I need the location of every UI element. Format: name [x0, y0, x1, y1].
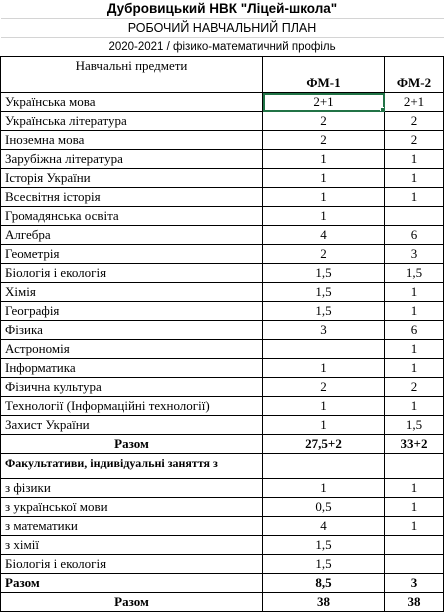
subject-name[interactable]: Інформатика [1, 359, 263, 378]
fm2-value[interactable]: 1,5 [385, 416, 444, 435]
fm2-value[interactable]: 1 [385, 169, 444, 188]
fm2-value[interactable]: 6 [385, 226, 444, 245]
electives-header-row [1, 454, 444, 479]
elective-fm2[interactable]: 1 [385, 498, 444, 517]
total-fm2[interactable]: 33+2 [385, 435, 444, 454]
subject-row [1, 188, 444, 207]
subjects-header[interactable]: Навчальні предмети [1, 57, 263, 93]
elective-fm2[interactable]: 1 [385, 479, 444, 498]
fm2-value[interactable]: 1 [385, 397, 444, 416]
electives-header[interactable]: Факультативи, індивідуальні заняття з [1, 454, 263, 479]
subject-name[interactable]: Всесвітня історія [1, 188, 263, 207]
subject-row [1, 264, 444, 283]
subject-row [1, 207, 444, 226]
total-label[interactable]: Разом [1, 435, 263, 454]
fm2-value[interactable]: 1 [385, 340, 444, 359]
subject-row [1, 321, 444, 340]
elective-name[interactable]: Біологія і екологія [1, 555, 263, 574]
fm1-value[interactable]: 1 [263, 359, 385, 378]
subject-name[interactable]: Громадянська освіта [1, 207, 263, 226]
fm2-value[interactable]: 1 [385, 302, 444, 321]
subject-name[interactable]: Фізика [1, 321, 263, 340]
elective-fm1[interactable]: 0,5 [263, 498, 385, 517]
subject-name[interactable]: Хімія [1, 283, 263, 302]
elective-name[interactable]: з математики [1, 517, 263, 536]
elective-row [1, 517, 444, 536]
elective-row [1, 536, 444, 555]
fm2-value[interactable]: 2 [385, 112, 444, 131]
subject-row [1, 359, 444, 378]
elective-fm1[interactable]: 4 [263, 517, 385, 536]
fm2-value[interactable]: 6 [385, 321, 444, 340]
grand-total-fm2[interactable]: 38 [385, 593, 444, 612]
subject-row [1, 112, 444, 131]
subject-name[interactable]: Історія України [1, 169, 263, 188]
electives-fm1-blank[interactable] [263, 454, 385, 479]
elective-row [1, 555, 444, 574]
fm2-value[interactable]: 1 [385, 150, 444, 169]
subject-name[interactable]: Астрономія [1, 340, 263, 359]
elective-name[interactable]: з фізики [1, 479, 263, 498]
fm1-value[interactable]: 4 [263, 226, 385, 245]
fm2-value[interactable] [385, 207, 444, 226]
subject-name[interactable]: Українська мова [1, 93, 263, 112]
column-header-row-1 [1, 57, 444, 75]
fm2-value[interactable]: 2 [385, 378, 444, 397]
plan-title[interactable]: РОБОЧИЙ НАВЧАЛЬНИЙ ПЛАН [1, 19, 444, 38]
subject-name[interactable]: Захист України [1, 416, 263, 435]
electives-total-fm1[interactable]: 8,5 [263, 574, 385, 593]
subject-row [1, 245, 444, 264]
elective-name[interactable]: з хімії [1, 536, 263, 555]
fm2-value[interactable]: 1,5 [385, 264, 444, 283]
subject-name[interactable]: Алгебра [1, 226, 263, 245]
profile-title[interactable]: 2020-2021 / фізико-математичний профіль [108, 41, 336, 53]
fm1-value[interactable]: 3 [263, 321, 385, 340]
fm1-value[interactable]: 1,5 [263, 302, 385, 321]
fm1-value[interactable]: 1 [263, 397, 385, 416]
fm2-header-blank[interactable] [385, 57, 444, 75]
subject-row [1, 340, 444, 359]
elective-fm1[interactable]: 1,5 [263, 555, 385, 574]
subject-name[interactable]: Геометрія [1, 245, 263, 264]
elective-fm2[interactable] [385, 555, 444, 574]
elective-fm2[interactable] [385, 536, 444, 555]
elective-fm2[interactable]: 1 [385, 517, 444, 536]
profile-row [1, 38, 444, 57]
subject-row [1, 302, 444, 321]
fm2-header[interactable]: ФМ-2 [385, 74, 444, 93]
subject-row [1, 131, 444, 150]
subject-name[interactable]: Іноземна мова [1, 131, 263, 150]
subject-row [1, 416, 444, 435]
elective-row [1, 479, 444, 498]
subject-row [1, 226, 444, 245]
subtitle-row [1, 19, 444, 38]
subject-row [1, 150, 444, 169]
school-title[interactable]: Дубровицький НВК "Ліцей-школа" [1, 0, 444, 19]
fm1-value[interactable]: 1 [263, 150, 385, 169]
subject-row [1, 378, 444, 397]
fm1-value[interactable]: 2+1 [263, 93, 385, 112]
subject-row [1, 93, 444, 112]
elective-row [1, 498, 444, 517]
subject-name[interactable]: Технології (Інформаційні технології) [1, 397, 263, 416]
subject-name[interactable]: Зарубіжна література [1, 150, 263, 169]
fm1-value[interactable]: 2 [263, 378, 385, 397]
fm2-value[interactable]: 1 [385, 359, 444, 378]
fm1-value[interactable]: 1 [263, 188, 385, 207]
fm1-value[interactable]: 1,5 [263, 264, 385, 283]
electives-total-label[interactable]: Разом [1, 574, 263, 593]
fm1-value[interactable]: 1 [263, 416, 385, 435]
elective-fm1[interactable]: 1 [263, 479, 385, 498]
fm1-header[interactable]: ФМ-1 [263, 74, 385, 93]
subject-row [1, 283, 444, 302]
elective-name[interactable]: з української мови [1, 498, 263, 517]
subject-name[interactable]: Українська література [1, 112, 263, 131]
fm2-value[interactable]: 2 [385, 131, 444, 150]
subject-name[interactable]: Біологія і екологія [1, 264, 263, 283]
fm1-value[interactable]: 1 [263, 169, 385, 188]
subject-row [1, 397, 444, 416]
fm2-value[interactable]: 1 [385, 188, 444, 207]
grand-total-label[interactable]: Разом [1, 593, 263, 612]
fm1-value[interactable]: 2 [263, 245, 385, 264]
grand-total-fm1[interactable]: 38 [263, 593, 385, 612]
fm1-value[interactable]: 1 [263, 207, 385, 226]
fm2-value[interactable]: 2+1 [385, 93, 444, 112]
subject-row [1, 169, 444, 188]
fm1-value[interactable]: 2 [263, 112, 385, 131]
fm1-value[interactable]: 2 [263, 131, 385, 150]
total-fm1[interactable]: 27,5+2 [263, 435, 385, 454]
electives-total-row [1, 574, 444, 593]
fm1-value[interactable]: 1,5 [263, 283, 385, 302]
fm2-value[interactable]: 1 [385, 283, 444, 302]
grand-total-row [1, 593, 444, 612]
total-row [1, 435, 444, 454]
elective-fm1[interactable]: 1,5 [263, 536, 385, 555]
fm2-value[interactable]: 3 [385, 245, 444, 264]
subject-name[interactable]: Фізична культура [1, 378, 263, 397]
fm1-header-blank[interactable] [263, 57, 385, 75]
title-row [1, 0, 444, 19]
fm1-value[interactable] [263, 340, 385, 359]
electives-fm2-blank[interactable] [385, 454, 444, 479]
subject-name[interactable]: Географія [1, 302, 263, 321]
electives-total-fm2[interactable]: 3 [385, 574, 444, 593]
